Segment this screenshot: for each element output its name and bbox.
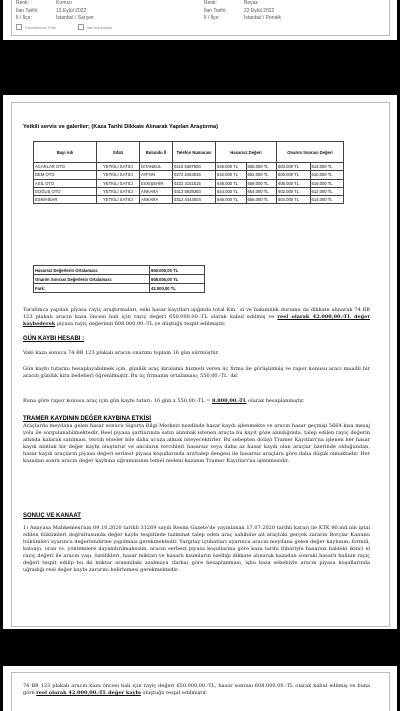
tramer-heading: TRAMER KAYDININ DEĞER KAYBINA ETKİSİ xyxy=(23,416,152,422)
dealer-name: ACARLAR OTO xyxy=(34,163,97,171)
average-row xyxy=(34,284,205,293)
dealer-name: DEM OTO xyxy=(34,171,97,179)
repaired-max: 614.000 TL xyxy=(310,196,344,204)
dealer-phone: 0312 4444004 xyxy=(173,196,216,204)
dealer-name: ESKİHİSAR xyxy=(34,196,97,204)
report-page-border xyxy=(11,102,390,627)
dealer-phone: 0222 3151515 xyxy=(173,179,216,187)
day-loss-paragraph: Buna göre rapor konusu araç için gün kaybı tutarı: 16 gün x 550,00.-TL = 8.800,00.-TL olarak hesaplanmıştır. xyxy=(23,398,305,404)
conclusion-paragraph: 1) Anayasa Mahkemesi'nin 09.10.2020 tarihli 31269 sayılı Resmi Gazete'de yayınlanan 17.07.2020 tarihli kararı ile KTK 90.md.nin iptal edilen hükümleri doğrultusunda değer kaybı tespitinde tazminat talep eden araç sahibine ait araçtaki gerçek zararın Borçlar Kanunu hükümleri uyarınca değerlendirme yapılması gerekmektedir. Yargıtay içtihatları uyarınca aracın meydana gelen değer kaybının; formül, katsayı, oran vs. yöntemlere dayandırılmaksızın, aracın serbest piyasa koşullarına göre kaza tarihi itibariyle hasarsız haldeki ikinci el rayiç değeri ile aracın yaşı, özellikleri, hasar miktarı ve hasarlı kısımların özelliği dikkate alınarak kazadan sonraki hasarlı halinin rayiç değeri tespit edilip bu iki miktar arasındaki azalmaya (farka) göre hesaplanması, işbu kaza sebebiyle aracın piyasa koşullarında uğradığı reel değer kaybı zararını belirlemesi gerekmektedir. xyxy=(23,525,370,573)
average-value: 42.000,00 TL xyxy=(150,284,205,293)
color-value-right: Beyaz xyxy=(244,0,258,6)
col-undamaged: Hasarsız Değeri xyxy=(216,142,277,163)
dealer-name: DOĞUŞ OTO xyxy=(34,187,97,195)
undamaged-min: 642.000 TL xyxy=(216,171,247,179)
top-page-border xyxy=(11,0,390,36)
color-label-right: Renk: xyxy=(204,0,218,6)
dealer-city: AYFON xyxy=(140,171,173,179)
dealer-row xyxy=(34,187,344,195)
dealer-name: ASİL OTO xyxy=(34,179,97,187)
col-dealer-name: Bayi Adı xyxy=(34,142,97,163)
dealer-title: YETKİLİ SATICI xyxy=(97,187,140,195)
dealer-title: YETKİLİ SATICI xyxy=(97,196,140,204)
day-loss-amount: 8.800,00.-TL xyxy=(211,398,247,404)
repaired-min: 606.000 TL xyxy=(277,179,311,187)
date-label-left: İlan Tarihi: xyxy=(16,7,39,14)
dealer-title: YETKİLİ SATICI xyxy=(97,179,140,187)
dealer-title: YETKİLİ SATICI xyxy=(97,163,140,171)
research-section-title: Yetkili servis ve galeriler; (Kaza Tarihi Dikkate Alınarak Yapılan Araştırma) xyxy=(23,124,218,130)
dealer-title: YETKİLİ SATICI xyxy=(97,171,140,179)
repaired-max: 610.000 TL xyxy=(310,171,344,179)
average-table xyxy=(33,265,205,293)
report-page xyxy=(3,95,397,629)
col-title: Sıfatı xyxy=(97,142,140,163)
repaired-max: 616.000 TL xyxy=(310,179,344,187)
repaired-max: 612.000 TL xyxy=(310,187,344,195)
compare-checkbox[interactable]: Ilan Karşılaştır xyxy=(78,24,113,30)
tramer-paragraph: Araçlarda meydana gelen hasar sonucu Sigorta Bilgi Merkezi nezdinde hasar kaydı işlenmekte ve aracın hasar geçmişi 5664 kısa mesaj yolu ile sorgulanabilmektedir. Reel piyasa şartlarında satın alınmak istenen araçta bu kayıt göze alındığında, talep edilen rayiç değerin altında kalarak satılması, tercih etseler bile daha ucuza almak isteyecektirler. Bu sebepten dolayı Tramer Kayıtları'na işlenen her hasar kaydı mutlak bir değer kaybı oluşturur ve alıcıların tercihleri hasarsız veya daha az hasar kaydı olan araçlar üzerinde olduğundan, hasar kaydı araçların piyasa değeri serbest piyasa koşullarında arz/talep dengesi ile hasarsız araçlara göre daha düşük olmaktadır. Her kazadan sonra aracın değer kaybına uğramasının temel nedeni kazanın Tramer Kayıtları'na işlenmesidir. xyxy=(23,423,370,464)
undamaged-min: 646.000 TL xyxy=(216,196,247,204)
date-value-right: 22 Eylül 2022 xyxy=(244,7,275,14)
next-page-border xyxy=(11,672,390,711)
dealer-table xyxy=(33,141,344,204)
final-paragraph: 74 BB 123 plakalı aracın kaza öncesi hali için rayiç değeri 650.000,00.-TL, hasar sonrası 608.000,00.-TL olarak kabul edilmiş ve buna göre reel olarak 42.000,00.-TL değer kaybı oluştuğu tespit edilmiştir. xyxy=(23,683,370,696)
col-phone: Telefon Numarası xyxy=(173,142,216,163)
col-repaired: Onarım Sonrası Değeri xyxy=(277,142,344,163)
listing-info-left xyxy=(16,0,94,23)
repaired-min: 600.000 TL xyxy=(277,171,311,179)
repair-duration-paragraph: Vaki kaza sonucu 74 BB 123 plakalı aracın onarımı toplam 16 gün sürmüştür. xyxy=(23,350,220,356)
undamaged-max: 656.000 TL xyxy=(246,196,277,204)
color-value-left: Kırmızı xyxy=(56,0,72,6)
dealer-table-header xyxy=(34,142,344,163)
dealer-row xyxy=(34,171,344,179)
final-loss-highlight: reel olarak 42.000,00.-TL değer kaybı xyxy=(36,690,141,696)
favorite-checkbox[interactable]: Favorilerime Ekle xyxy=(16,24,56,30)
next-page-fragment xyxy=(3,666,397,711)
undamaged-max: 652.000 TL xyxy=(246,171,277,179)
dealer-city: ESKİŞEHİR xyxy=(140,179,173,187)
col-city: Bulundu İl xyxy=(140,142,173,163)
dealer-city: ANKARA xyxy=(140,196,173,204)
dealer-phone: 0216 5387600 xyxy=(173,163,216,171)
dealer-row xyxy=(34,179,344,187)
rental-paragraph: Gün kaybı tutarını hesaplayabilmek için, günlük araç kiralama hizmeti veren üç firma ile görüşülmüş ve rapor konusu aracı muadil bir aracın günlük kira bedelleri öğrenilmiştir. Bu üç firmanın ortalaması; 550,00.-TL' dir. xyxy=(23,366,370,379)
undamaged-min: 648.000 TL xyxy=(216,179,247,187)
undamaged-max: 658.000 TL xyxy=(246,179,277,187)
dealer-phone: 0312 5838383 xyxy=(173,187,216,195)
undamaged-min: 645.000 TL xyxy=(216,163,247,171)
color-label-left: Renk: xyxy=(16,0,30,6)
dealer-row xyxy=(34,163,344,171)
date-label-right: İlan Tarihi: xyxy=(204,7,227,14)
undamaged-min: 644.000 TL xyxy=(216,187,247,195)
location-value-right: İstanbul / Pendik xyxy=(244,15,281,21)
value-loss-highlight: reel olarak 42.000,00.-TL değer kaybederek xyxy=(23,314,370,327)
location-label-left: İl / İlçe: xyxy=(16,15,32,21)
dealer-phone: 0272 2463535 xyxy=(173,171,216,179)
dealer-city: ANKARA xyxy=(140,187,173,195)
day-loss-heading: GÜN KAYBI HESABI : xyxy=(23,336,85,342)
repaired-min: 603.000 TL xyxy=(277,163,311,171)
listing-info-right xyxy=(204,0,281,23)
conclusion-heading: SONUÇ VE KANAAT xyxy=(23,513,81,519)
repaired-min: 604.000 TL xyxy=(277,196,311,204)
average-label: Fark: xyxy=(34,284,150,293)
dealer-row xyxy=(34,196,344,204)
date-value-left: 13 Eylül 2022 xyxy=(56,7,87,14)
average-label: Hasarsız Değerlerin Ortalaması: xyxy=(34,266,150,275)
checkbox-icon xyxy=(78,24,84,30)
location-label-right: İl / İlçe: xyxy=(204,15,220,21)
repaired-min: 602.000 TL xyxy=(277,187,311,195)
repaired-max: 613.000 TL xyxy=(310,163,344,171)
average-row xyxy=(34,275,205,284)
average-label: Onarım Sonrası Değerlerin Ortalaması: xyxy=(34,275,150,284)
checkbox-icon xyxy=(16,24,22,30)
undamaged-max: 654.000 TL xyxy=(246,187,277,195)
undamaged-max: 655.000 TL xyxy=(246,163,277,171)
average-value: 650.000,00 TL xyxy=(150,266,205,275)
valuation-paragraph: Tarafımca yapılan piyasa rayiç araştırmaları, eski hasar kayıtları ışığında total Km.' si ve bakımlılık durumu da dikkate alınarak 74 BB 123 plakalı aracın kaza öncesi hali için rayiç değeri 650.000,00.-TL olarak kabul edilmiş ve reel olarak 42.000,00.-TL değer kaybederek piyasa rayiç değerinin 608.000,00.-TL ye düştüğü tespit edilmiştir. xyxy=(23,307,370,327)
location-value-left: İstanbul / Sarıyer xyxy=(56,15,94,21)
dealer-city: İSTANBUL xyxy=(140,163,173,171)
top-page-fragment xyxy=(3,0,397,40)
average-row xyxy=(34,266,205,275)
average-value: 608.000,00 TL xyxy=(150,275,205,284)
listing-actions xyxy=(16,24,112,30)
